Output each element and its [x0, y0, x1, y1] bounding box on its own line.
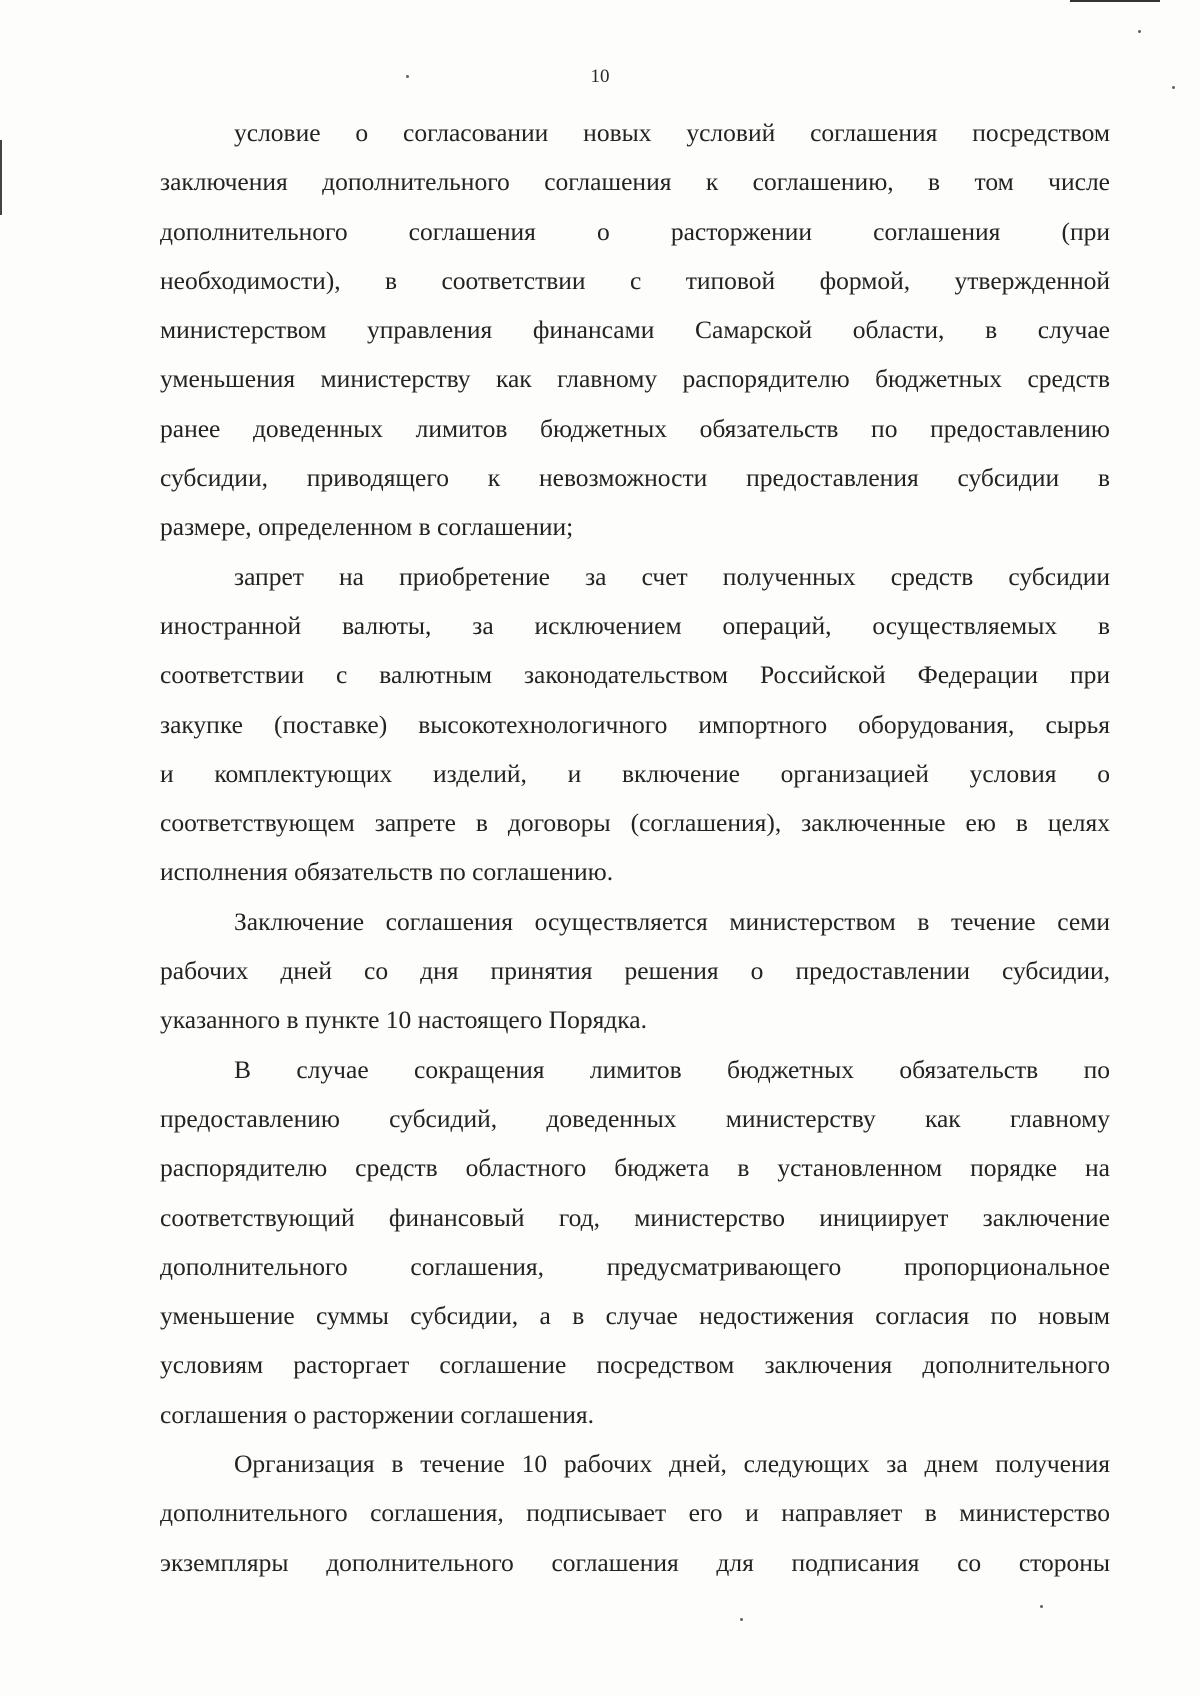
text-line: исполнения обязательств по соглашению.: [160, 857, 614, 887]
text-line: ранее доведенных лимитов бюджетных обязательств по предоставлению: [160, 413, 1110, 443]
text-line: необходимости), в соответствии с типовой формой, утвержденной: [160, 265, 1110, 295]
text-line: дополнительного соглашения о расторжении соглашения (при: [160, 216, 1110, 246]
text-line: заключения дополнительного соглашения к соглашению, в том числе: [160, 167, 1110, 197]
text-line: условие о согласовании новых условий соглашения посредством: [234, 118, 1110, 147]
text-line: дополнительного соглашения, подписывает его и направляет в министерство: [160, 1498, 1110, 1528]
text-line: рабочих дней со дня принятия решения о предоставлении субсидии,: [160, 956, 1110, 986]
text-line: условиям расторгает соглашение посредством заключения дополнительного: [160, 1350, 1110, 1380]
text-line: иностранной валюты, за исключением операций, осуществляемых в: [160, 610, 1110, 640]
text-line: дополнительного соглашения, предусматривающего пропорциональное: [160, 1251, 1110, 1281]
text-line: соответствующем запрете в договоры (соглашения), заключенные ею в целях: [160, 808, 1110, 838]
text-line: субсидии, приводящего к невозможности предоставления субсидии в: [160, 463, 1110, 493]
scan-speck: [1138, 30, 1141, 33]
scan-speck: [1172, 86, 1175, 89]
text-line: размере, определенном в соглашении;: [160, 512, 574, 542]
text-line: запрет на приобретение за счет полученных средств субсидии: [234, 561, 1110, 591]
text-line: закупке (поставке) высокотехнологичного импортного оборудования, сырья: [160, 709, 1110, 739]
text-line: экземпляры дополнительного соглашения для подписания со стороны: [160, 1547, 1110, 1577]
text-line: соответствии с валютным законодательством Российской Федерации при: [160, 660, 1110, 690]
text-line: Организация в течение 10 рабочих дней, следующих за днем получения: [234, 1449, 1110, 1479]
text-line: и комплектующих изделий, и включение организацией условия о: [160, 758, 1110, 788]
text-line: министерством управления финансами Самарской области, в случае: [160, 315, 1110, 345]
text-line: соглашения о расторжении соглашения.: [160, 1399, 594, 1429]
page-number: 10: [590, 66, 610, 87]
text-line: соответствующий финансовый год, министерство инициирует заключение: [160, 1202, 1110, 1232]
text-line: В случае сокращения лимитов бюджетных обязательств по: [234, 1054, 1110, 1084]
scan-speck: [1040, 1605, 1043, 1608]
scan-left-edge: [0, 140, 2, 215]
scan-speck: [740, 1618, 743, 1621]
text-line: распорядителю средств областного бюджета в установленном порядке на: [160, 1153, 1110, 1183]
scan-speck: [406, 75, 409, 78]
text-line: предоставлению субсидий, доведенных министерству как главному: [160, 1103, 1110, 1133]
text-line: уменьшение суммы субсидии, а в случае недостижения согласия по новым: [160, 1301, 1110, 1331]
document-body: [160, 108, 1110, 1587]
text-line: указанного в пункте 10 настоящего Порядка.: [160, 1005, 647, 1035]
text-line: Заключение соглашения осуществляется министерством в течение семи: [234, 906, 1110, 936]
scan-top-rule: [1070, 0, 1160, 2]
text-line: уменьшения министерству как главному распорядителю бюджетных средств: [160, 364, 1110, 394]
